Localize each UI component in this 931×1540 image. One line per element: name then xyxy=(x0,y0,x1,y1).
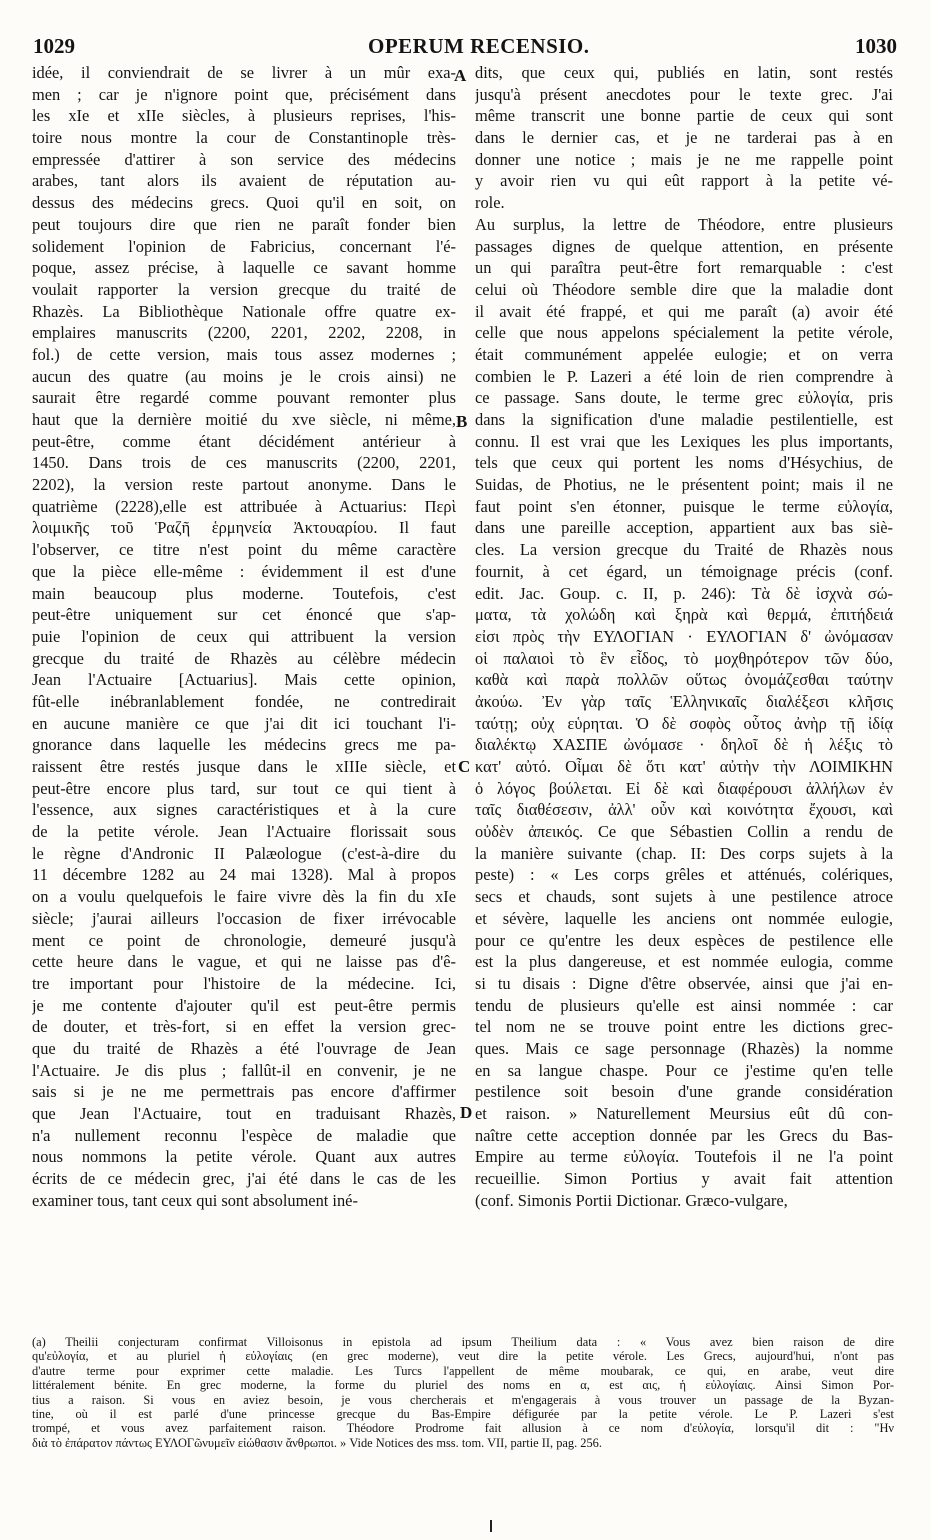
text-line: on a voulu quelquefois le faire vivre dès la fin du xIe xyxy=(32,887,456,907)
text-line: dans une pareille acception, appartient aux bas siè- xyxy=(475,518,893,538)
text-line: Rhazès. La Bibliothèque Nationale offre quatre ex- xyxy=(32,301,456,321)
text-line: dans le dernier cas, et je ne tarderai pas à en xyxy=(475,128,893,148)
text-line: celle que nous appelons spécialement la petite vérole, xyxy=(475,323,893,343)
text-line: la manière suivante (chap. II: Des corps sujets à la xyxy=(475,843,893,863)
margin-letter-b: B xyxy=(456,412,468,431)
footnote-line: littéralement bénite. En grec moderne, la forme du pluriel des noms en α, est αις, ἡ εὐλογίαις. Ainsi Simon Por- xyxy=(32,1378,894,1393)
text-line: ταῖς διαθέσεσιν, ἀλλ' οὖν καὶ κοινότητα ἔχουσι, καὶ xyxy=(475,800,893,820)
text-line: empressée d'attirer à son service des médecins xyxy=(32,149,456,169)
text-line: le règne d'Andronic II Palæologue (c'est-à-dire du xyxy=(32,843,456,863)
text-line: κατ' αὐτό. Οἶμαι δὲ ὅτι κατ' αὐτὴν τὴν ΛΟΙΜΙΚΗΝ xyxy=(475,757,893,776)
text-line: faut point s'en étonner, puisque le terme εὐλογία, xyxy=(475,496,893,516)
text-line: passages dignes de quelque attention, en présente xyxy=(475,236,893,256)
margin-letter-c: C xyxy=(458,757,471,776)
text-line: donner une notice ; mais je ne me rappelle point xyxy=(475,149,893,169)
text-line: edit. Jac. Goup. c. II, p. 246): Τὰ δὲ ἰσχνὰ σώ- xyxy=(475,583,893,603)
text-line: 11 décembre 1282 au 24 mai 1328). Mal à propos xyxy=(32,865,456,885)
text-line: idée, il conviendrait de se livrer à un mûr exa- xyxy=(32,63,456,82)
text-line: en aucune manière ce que j'ai dit ici touchant l'i- xyxy=(32,713,456,733)
text-line: et sévère, laquelle les anciens ont nommée eulogie, xyxy=(475,908,893,928)
text-line: fol.) de cette version, mais tous assez modernes ; xyxy=(32,344,456,364)
page-number-right: 1030 xyxy=(855,34,897,58)
text-line: n'a nullement reconnu l'espèce de maladie que xyxy=(32,1125,456,1145)
text-line: cette heure dans le vague, et qui ne laisse pas d'ê- xyxy=(32,952,456,972)
text-line: naître cette acception donnée par les Grecs du Bas- xyxy=(475,1125,893,1145)
text-line: un qui paraîtra peut-être fort remarquable : c'est xyxy=(475,258,893,278)
footnote-line: (a) Theilii conjecturam confirmat Villoisonus in epistola ad ipsum Theilium data : « Vous avez bien raison de dire xyxy=(32,1335,894,1349)
margin-letter-a: A xyxy=(454,66,467,85)
text-line: l'essence, aux signes caractéristiques et à la cure xyxy=(32,800,456,820)
text-line: je me contente d'ajouter qu'il est peut-être permis xyxy=(32,995,456,1015)
text-line: λοιμικῆς τοῦ Ῥαζῆ ἑρμηνεία Ἀκτουαρίου. Il faut xyxy=(32,518,456,538)
text-line: (conf. Simonis Portii Dictionar. Græco-vulgare, xyxy=(475,1190,788,1210)
text-line: ment ce point de chronologie, demeuré jusqu'à xyxy=(32,930,456,950)
page-mark xyxy=(490,1520,492,1532)
footnote xyxy=(32,1335,894,1450)
text-line: celui où Théodore semble dire que la maladie dont xyxy=(475,279,893,299)
text-line: de la petite vérole. Jean l'Actuaire florissait sous xyxy=(32,822,456,842)
text-line: fournit, à cet égard, un témoignage précis (conf. xyxy=(475,561,893,581)
text-line: connu. Il est vrai que les Lexiques les plus importants, xyxy=(475,431,893,451)
footnote-line: tius a raison. Si vous en aviez besoin, je vous chercherais et m'engagerais à vous trouver un passage de la Byzan- xyxy=(32,1392,894,1407)
text-line: main beaucoup plus moderne. Toutefois, c'est xyxy=(32,583,456,603)
text-line: sais si je ne me permettrais pas encore d'affirmer xyxy=(32,1082,456,1102)
text-line: même transcrit une bonne partie de ceux qui sont xyxy=(475,106,893,126)
text-line: peste) : « Les corps grêles et atténués, colériques, xyxy=(475,865,893,885)
text-line: pour ce qu'entre les deux espèces de pestilence elle xyxy=(475,930,893,950)
text-line: peut-être, comme étant décidément antérieur à xyxy=(32,431,456,451)
text-line: est la plus dangereuse, et est nommée eulogia, comme xyxy=(475,952,893,972)
text-line: et raison. » Naturellement Meursius eût dû con- xyxy=(475,1104,893,1123)
text-line: Empire au terme εὐλογία. Toutefois il ne l'a point xyxy=(475,1147,893,1167)
text-line: ἀκούω. Ἐν γὰρ ταῖς Ἑλληνικαῖς διαλέξεσι κλῆσις xyxy=(475,691,893,711)
text-line: si tu disais : Digne d'être observée, ainsi que j'ai en- xyxy=(475,973,893,993)
text-line: dits, que ceux qui, publiés en latin, sont restés xyxy=(475,63,893,82)
text-line: εἰσι πρὸς τὴν ΕΥΛΟΓΙΑΝ · ΕΥΛΟΓΙΑΝ δ' ὠνόμασαν xyxy=(475,626,893,646)
text-line: ques. Mais ce sage personnage (Rhazès) la nomme xyxy=(475,1038,893,1058)
left-text-column xyxy=(32,62,456,1319)
text-line: quatrième (2228),elle est attribuée à Actuarius: Περὶ xyxy=(32,496,456,516)
text-line: οἱ παλαιοὶ τὸ ἓν εἶδος, τὸ μοχθηρότερον τῶν δύο, xyxy=(475,648,893,668)
text-line: solidement l'opinion de Fabricius, concernant l'é- xyxy=(32,236,456,256)
text-line: que Jean l'Actuaire, tout en traduisant Rhazès, xyxy=(32,1104,456,1123)
text-line: de douter, et très-fort, si en effet la version grec- xyxy=(32,1017,456,1037)
text-line: fût-elle inébranlablement fondée, ne contredirait xyxy=(32,691,456,711)
text-line: Au surplus, la lettre de Théodore, entre plusieurs xyxy=(475,214,893,234)
text-line: l'Actuaire. Je dis plus ; fallût-il en convenir, je ne xyxy=(32,1060,456,1080)
text-line: secs et chauds, sont sujets à une pestilence atroce xyxy=(475,887,893,907)
footnote-line: qu'εὐλογία, et au pluriel ἡ εὐλογίαις (en grec moderne), veut dire la petite vérole. Les Grecs, aujourd'hui, n'ont pas xyxy=(32,1349,894,1364)
text-line: aucun des quatre (au moins je le crois ainsi) ne xyxy=(32,366,456,386)
text-line: emplaires manuscrits (2200, 2201, 2202, 2208, in xyxy=(32,323,456,343)
text-line: que la pièce elle-même : évidemment il est d'une xyxy=(32,561,456,581)
text-line: 2202), la version reste partout anonyme. Dans le xyxy=(32,475,456,495)
text-line: toire nous montre la cour de Constantinople très- xyxy=(32,128,456,148)
text-line: peut toujours dire que rien ne paraît fonder bien xyxy=(32,214,456,234)
text-line: ματα, τὰ χολώδη καὶ ξηρὰ καὶ θερμά, ἐπιτήδειά xyxy=(475,605,893,625)
text-line: en sa langue chaspe. Pour ce j'estime qu'en telle xyxy=(475,1060,893,1080)
footnote-line: d'autre terme pour exprimer cette maladie. Les Turcs l'appellent de même moubarak, ce qui, en arabe, veut dire xyxy=(32,1363,894,1378)
text-line: tendu de plusieurs qu'elle est ainsi nommée : car xyxy=(475,995,893,1015)
footnote-line: διὰ τὸ ἐπάρατον πάντως ΕΥΛΟΓῶνυμεῖν εἰώθασιν ἄνθρωποι. » Vide Notices des mss. tom. VII, partie II, pag. 256. xyxy=(32,1435,602,1450)
right-text-column xyxy=(475,62,893,1319)
footnote-line: tine, où il est parlé d'une princesse grecque du Bas-Empire défigurée par la petite vérole. Le P. Lazeri s'est xyxy=(32,1406,894,1421)
text-line: tel nom ne se trouve point entre les dictions grec- xyxy=(475,1017,893,1037)
text-line: jusqu'à présent anecdotes pour le texte grec. J'ai xyxy=(475,84,893,104)
text-line: recueillie. Simon Portius y avait fait attention xyxy=(475,1169,893,1189)
text-line: que du traité de Rhazès a été l'ouvrage de Jean xyxy=(32,1038,456,1058)
text-line: οὐδὲν ἀπεικός. Ce que Sébastien Collin a rendu de xyxy=(475,822,893,842)
text-line: gnorance dans laquelle les médecins grecs me pa- xyxy=(32,735,456,755)
page-number-left: 1029 xyxy=(33,34,75,58)
text-line: y avoir rien vu qui eût rapport à la petite vé- xyxy=(475,171,893,191)
text-line: examiner tous, tant ceux qui sont absolument iné- xyxy=(32,1190,358,1210)
text-line: dans la signification d'une maladie pestilentielle, est xyxy=(475,410,893,429)
text-line: peut-être uniquement sur cet énoncé que s'ap- xyxy=(32,605,456,625)
text-line: raissent être restés jusque dans le xIIIe siècle, et xyxy=(32,757,456,776)
margin-letter-d: D xyxy=(460,1103,473,1122)
running-title: OPERUM RECENSIO. xyxy=(368,34,590,58)
text-line: haut que la dernière moitié du xve siècle, ni même, xyxy=(32,410,456,429)
text-line: καθὰ καὶ παρὰ πολλῶν οὕτως ὀνομάζεσθαι ταύτην xyxy=(475,670,893,690)
text-line: puie l'opinion de ceux qui attribuent la version xyxy=(32,626,456,646)
text-line: siècle; j'aurai ailleurs l'occasion de fixer irrévocable xyxy=(32,908,456,928)
text-line: cles. La version grecque du Traité de Rhazès nous xyxy=(475,540,893,560)
footnote-line: trompé, et vous avez parfaitement raison. Théodore Prodrome fait allusion à ce nom d'εὐλογία, lorsqu'il dit : "Ην xyxy=(32,1421,894,1436)
text-line: combien le P. Lazeri a été loin de rien comprendre à xyxy=(475,366,893,386)
text-line: nous nommons la petite vérole. Quant aux autres xyxy=(32,1147,456,1167)
text-line: poque, assez précise, à laquelle ce savant homme xyxy=(32,258,456,278)
text-line: il avait été frappé, et qui me paraît (a) avoir été xyxy=(475,301,893,321)
text-line: arabes, tant alors ils avaient de réputation au- xyxy=(32,171,456,191)
text-line: tre important pour l'histoire de la médecine. Ici, xyxy=(32,973,456,993)
text-line: les xIe et xIIe siècles, à plusieurs reprises, l'his- xyxy=(32,106,456,126)
text-line: voulait rapporter la version grecque du traité de xyxy=(32,279,456,299)
text-line: ταύτῃ; οὐχ εὑρηται. Ὁ δὲ σοφὸς οὗτος ἀνὴρ τῇ ἰδίᾳ xyxy=(475,713,893,733)
text-line: pestilence soit besoin d'une grande considération xyxy=(475,1082,893,1102)
text-line: saurait être regardé comme pouvant remonter plus xyxy=(32,388,456,408)
text-line: 1450. Dans trois de ces manuscrits (2200, 2201, xyxy=(32,453,456,473)
text-line: peut-être encore plus tard, sur tout ce qui tient à xyxy=(32,778,456,798)
text-line: men ; car je n'ignore point que, précisément dans xyxy=(32,84,456,104)
text-line: grecque du traité de Rhazès au célèbre médecin xyxy=(32,648,456,668)
text-line: tels que ceux qui portent les noms d'Hésychius, de xyxy=(475,453,893,473)
text-line: dessus des médecins grecs. Quoi qu'il en soit, on xyxy=(32,193,456,213)
text-line: ce passage. Sans doute, le terme grec εὐλογία, pris xyxy=(475,388,893,408)
text-line: Suidas, de Photius, ne le présentent point; mais il ne xyxy=(475,475,893,495)
text-line: l'observer, ce titre n'est point du même caractère xyxy=(32,540,456,560)
text-line: role. xyxy=(475,193,505,213)
text-line: διαλέκτῳ ΧΑΣΠΕ ὠνόμασε · δηλοῖ δὲ ἡ λέξις τὸ xyxy=(475,735,893,755)
text-line: ὁ λόγος βούλεται. Εἰ δὲ καὶ διαφέρουσι ἀλλήλων ἐν xyxy=(475,778,893,798)
text-line: était communément appelée eulogie; et on verra xyxy=(475,344,893,364)
text-line: Jean l'Actuaire [Actuarius]. Mais cette opinion, xyxy=(32,670,456,690)
text-line: écrits de ce médecin grec, j'ai été dans le cas de les xyxy=(32,1169,456,1189)
